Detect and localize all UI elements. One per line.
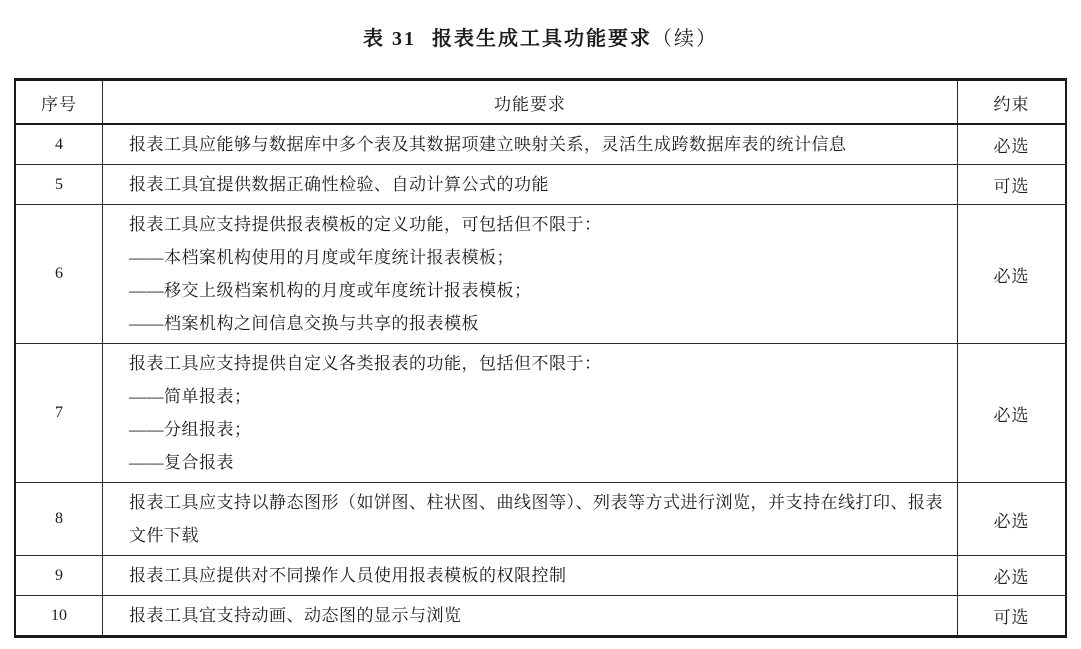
table-row	[15, 165, 1066, 205]
requirement-line: ——简单报表；	[129, 387, 252, 406]
row-constraint-value: 必选	[958, 344, 1067, 483]
table-row	[15, 596, 1066, 637]
requirement-line: 报表工具宜提供数据正确性检验、自动计算公式的功能	[129, 175, 549, 194]
row-constraint-value: 必选	[958, 483, 1067, 556]
requirement-line: ——移交上级档案机构的月度或年度统计报表模板；	[129, 281, 532, 300]
requirements-table	[14, 78, 1067, 638]
header-functional-requirement: 功能要求	[103, 80, 958, 125]
table-header-row	[15, 80, 1066, 125]
row-sequence-number: 4	[15, 124, 103, 165]
header-sequence: 序号	[15, 80, 103, 125]
requirement-line: 报表工具应支持以静态图形（如饼图、柱状图、曲线图等）、列表等方式进行浏览，并支持在线打印、报表文件下载	[129, 493, 943, 545]
table-caption-number: 表 31	[363, 28, 416, 50]
row-requirement-text	[103, 596, 958, 637]
header-constraint: 约束	[958, 80, 1067, 125]
row-requirement-text	[103, 344, 958, 483]
row-constraint-value: 必选	[958, 124, 1067, 165]
row-sequence-number: 8	[15, 483, 103, 556]
row-constraint-value: 必选	[958, 205, 1067, 344]
table-row	[15, 205, 1066, 344]
requirement-line: ——本档案机构使用的月度或年度统计报表模板；	[129, 248, 514, 267]
row-constraint-value: 可选	[958, 165, 1067, 205]
requirement-line: 报表工具应提供对不同操作人员使用报表模板的权限控制	[129, 566, 567, 585]
requirement-line: ——档案机构之间信息交换与共享的报表模板	[129, 314, 479, 333]
row-sequence-number: 10	[15, 596, 103, 637]
row-constraint-value: 必选	[958, 556, 1067, 596]
row-sequence-number: 6	[15, 205, 103, 344]
requirement-line: 报表工具宜支持动画、动态图的显示与浏览	[129, 606, 462, 625]
table-row	[15, 124, 1066, 165]
row-sequence-number: 5	[15, 165, 103, 205]
table-row	[15, 344, 1066, 483]
requirement-line: 报表工具应支持提供自定义各类报表的功能，包括但不限于：	[129, 354, 602, 373]
row-requirement-text	[103, 205, 958, 344]
row-requirement-text	[103, 556, 958, 596]
requirement-line: 报表工具应支持提供报表模板的定义功能，可包括但不限于：	[129, 215, 602, 234]
table-caption	[0, 22, 1081, 51]
row-constraint-value: 可选	[958, 596, 1067, 637]
requirement-line: 报表工具应能够与数据库中多个表及其数据项建立映射关系，灵活生成跨数据库表的统计信息	[129, 135, 847, 154]
requirement-line: ——复合报表	[129, 453, 234, 472]
table-caption-title: 报表生成工具功能要求	[432, 28, 652, 50]
row-requirement-text	[103, 165, 958, 205]
row-requirement-text	[103, 483, 958, 556]
table-row	[15, 556, 1066, 596]
requirement-line: ——分组报表；	[129, 420, 252, 439]
table-row	[15, 483, 1066, 556]
row-sequence-number: 7	[15, 344, 103, 483]
row-requirement-text	[103, 124, 958, 165]
table-caption-continued: （续）	[652, 28, 718, 50]
row-sequence-number: 9	[15, 556, 103, 596]
